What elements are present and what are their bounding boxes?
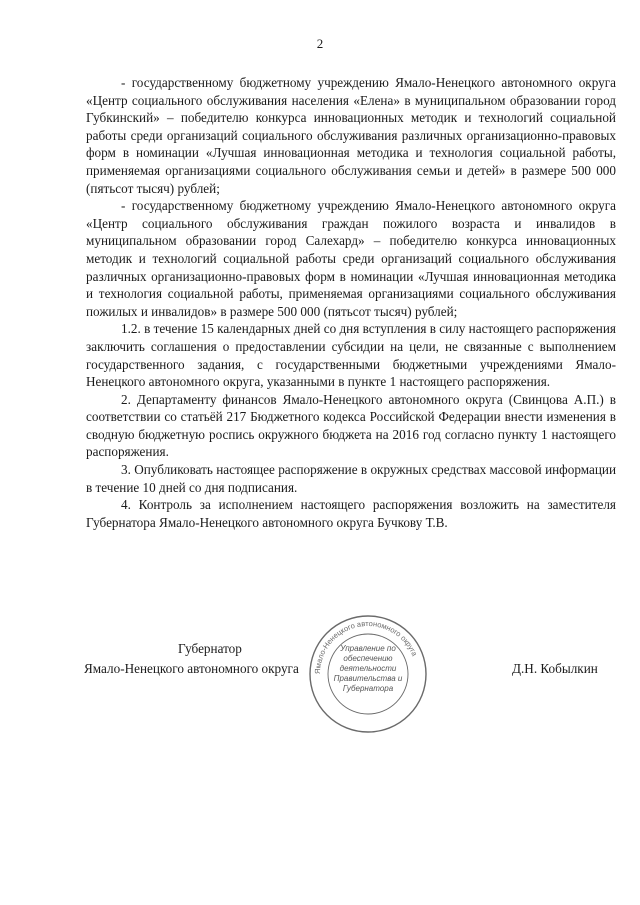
signatory-organization: Ямало-Ненецкого автономного округа — [84, 661, 299, 676]
paragraph-subsidy-salekhard: - государственному бюджетному учреждению Ямало-Ненецкого автономного округа «Центр социального обслуживания граждан пожилого возраста и инвалидов в муниципальном образовании город Салехард» – победителю конкурса инновационных методик и технологий социальной работы среди организаций социального обслуживания различных организационно-правовых форм в номинации «Лучшая инновационная методика и технология социальной работы, применяемая организациями социального обслуживания пожилых и инвалидов» в размере 500 000 (пятьсот тысяч) рублей; — [86, 198, 616, 319]
stamp-inner-text: Управление по обеспечению деятельности Правительства и Губернатора — [333, 644, 403, 693]
paragraph-item-2: 2. Департаменту финансов Ямало-Ненецкого автономного округа (Свинцова А.П.) в соответствии со статьёй 217 Бюджетного кодекса Российской Федерации внести изменения в сводную бюджетную роспись окружного бюджета на 2016 год согласно пункту 1 настоящего распоряжения. — [86, 391, 616, 460]
signatory-name: Д.Н. Кобылкин — [512, 661, 598, 676]
paragraph-item-4: 4. Контроль за исполнением настоящего распоряжения возложить на заместителя Губернатора Ямало-Ненецкого автономного округа Бучкову Т.В. — [86, 497, 616, 530]
page-number: 2 — [316, 36, 324, 51]
document-body — [86, 74, 616, 531]
signatory-title: Губернатор — [178, 641, 242, 656]
paragraph-subsidy-elena: - государственному бюджетному учреждению Ямало-Ненецкого автономного округа «Центр социального обслуживания населения «Елена» в муниципальном образовании город Губкинский» – победителю конкурса инновационных методик и технологий социальной работы среди организаций социального обслуживания различных организационно-правовых форм в номинации «Лучшая инновационная методика и технология социальной работы, применяемая организациями социального обслуживания семьи и детей» в размере 500 000 (пятьсот тысяч) рублей; — [86, 75, 616, 196]
paragraph-item-1-2: 1.2. в течение 15 календарных дней со дня вступления в силу настоящего распоряжения заключить соглашения о предоставлении субсидии на цели, не связанные с выполнением государственного задания, с государственными бюджетными учреждениями Ямало-Ненецкого автономного округа, указанными в пункте 1 настоящего распоряжения. — [86, 321, 616, 390]
stamp-ring-text: Ямало-Ненецкого автономного округа — [312, 618, 420, 675]
paragraph-item-3: 3. Опубликовать настоящее распоряжение в окружных средствах массовой информации в течение 10 дней со дня подписания. — [86, 462, 616, 495]
